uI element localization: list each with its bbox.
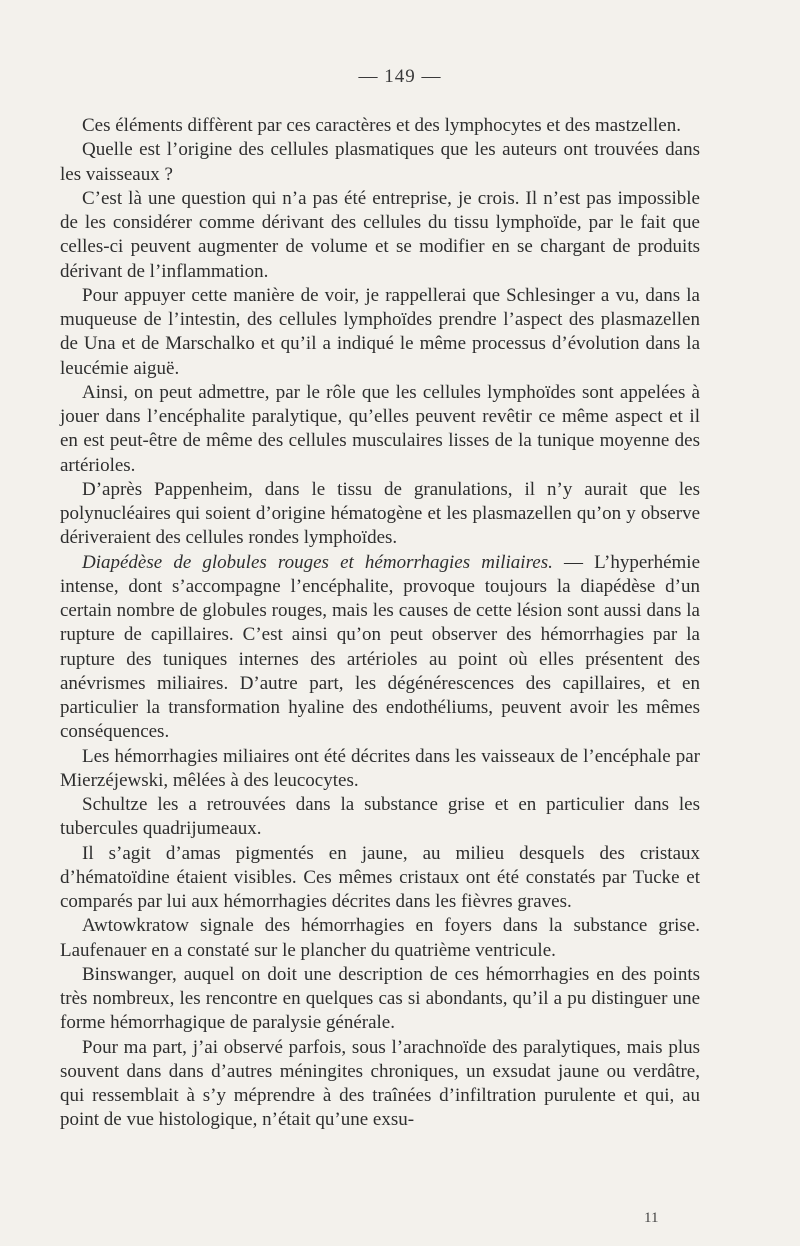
paragraph	[60, 1036, 700, 1133]
paragraph	[60, 842, 700, 915]
paragraph	[60, 914, 700, 963]
paragraph	[60, 963, 700, 1036]
paragraph	[60, 284, 700, 381]
text-run: Il s’agit d’amas pigmentés en jaune, au milieu desquels des cristaux d’hématoïdine étaient visibles. Ces mêmes cristaux ont été constatés par Tucke et comparés par lui aux hémorrhagies décrites dans les fièvres graves.	[60, 842, 700, 912]
paragraph	[60, 381, 700, 478]
signature-mark: 11	[644, 1210, 659, 1226]
page-number: — 149 —	[358, 66, 442, 87]
paragraph	[60, 551, 700, 745]
paragraph	[60, 138, 700, 187]
text-run: — L’hyperhémie intense, dont s’accompagne l’encéphalite, provoque toujours la diapédèse d’un certain nombre de globules rouges, mais les causes de cette lésion sont aussi dans la rupture de capillaires. C’est ainsi qu’on peut observer des hémorrhagies par la rupture des tuniques internes des artérioles au point où elles présentent des anévrismes miliaires. D’autre part, les dégénérescences des capillaires, et en particulier la transformation hyaline des endothéliums, peuvent avoir les mêmes conséquences.	[60, 551, 701, 743]
text-run: Les hémorrhagies miliaires ont été décrites dans les vaisseaux de l’encéphale par Mierzéjewski, mêlées à des leucocytes.	[60, 745, 700, 791]
section-heading: Diapédèse de globules rouges et hémorrhagies miliaires.	[82, 551, 553, 573]
text-run: D’après Pappenheim, dans le tissu de granulations, il n’y aurait que les polynucléaires qui soient d’origine hématogène et les plasmazellen qu’on y observe dériveraient des cellules rondes lymphoïdes.	[60, 478, 700, 549]
text-run: C’est là une question qui n’a pas été entreprise, je crois. Il n’est pas impossible de les considérer comme dérivant des cellules du tissu lymphoïde, par le fait que celles-ci peuvent augmenter de volume et se modifier en se chargant de produits dérivant de l’inflammation.	[60, 187, 700, 282]
paragraph	[60, 793, 700, 842]
paragraph	[60, 187, 700, 284]
text-run: Binswanger, auquel on doit une description de ces hémorrhagies en des points très nombreux, les rencontre en quelques cas si abondants, qu’il a pu distinguer une forme hémorrhagique de paralysie générale.	[60, 963, 700, 1034]
paragraph	[60, 478, 700, 551]
paragraph	[60, 745, 700, 794]
text-run: Ainsi, on peut admettre, par le rôle que les cellules lymphoïdes sont appelées à jouer dans l’encéphalite paralytique, qu’elles peuvent revêtir ce même aspect et il en est peut-être de même des cellules musculaires lisses de la tunique moyenne des artérioles.	[60, 381, 700, 476]
text-run: Pour appuyer cette manière de voir, je rappellerai que Schlesinger a vu, dans la muqueuse de l’intestin, des cellules lymphoïdes prendre l’aspect des plasmazellen de Una et de Marschalko et qu’il a indiqué le même processus d’évolution dans la leucémie aiguë.	[60, 284, 700, 379]
text-run: Schultze les a retrouvées dans la substance grise et en particulier dans les tubercules quadrijumeaux.	[60, 794, 700, 840]
text-run: Pour ma part, j’ai observé parfois, sous l’arachnoïde des paralytiques, mais plus souvent dans dans d’autres méningites chroniques, un exsudat jaune ou verdâtre, qui ressemblait à s’y méprendre à des traînées d’infiltration purulente et qui, au point de vue histologique, n’était qu’une exsu-	[60, 1036, 700, 1131]
text-run: Quelle est l’origine des cellules plasmatiques que les auteurs ont trouvées dans les vaisseaux ?	[60, 139, 700, 185]
text-run: Awtowkratow signale des hémorrhagies en foyers dans la substance grise. Laufenauer en a constaté sur le plancher du quatrième ventricule.	[60, 915, 700, 961]
body-text	[60, 114, 700, 1133]
text-run: Ces éléments diffèrent par ces caractères et des lymphocytes et des mastzellen.	[82, 115, 681, 136]
paragraph	[60, 114, 700, 138]
